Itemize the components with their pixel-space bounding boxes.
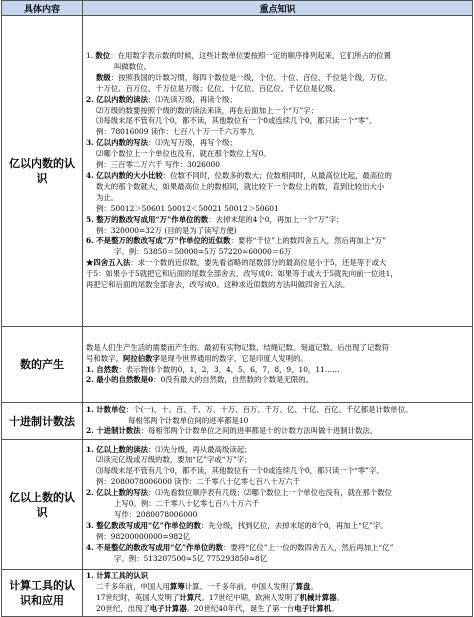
key-term: 计算尺 xyxy=(179,592,202,602)
text-span: 20世纪，出现了 xyxy=(96,603,150,613)
content-line xyxy=(86,215,468,226)
content-line xyxy=(86,247,468,258)
table-row xyxy=(2,570,473,617)
content-line xyxy=(86,554,468,565)
content-line xyxy=(86,95,468,106)
text-span: ⑶每级末尾不管有几个0，都不读，其他数位有一个0或连续几个0，都只读一个“零”。 xyxy=(96,116,377,126)
text-span: ：求一个数的近似数，要先看省略的尾数部分的最高位是小于5，还是等于或大 xyxy=(130,258,387,268)
key-term: 1. 计算工具的认识 xyxy=(86,571,149,580)
text-span: ：位数不同时，位数多的数大；位数相同时，从最高位比起，最高位的 xyxy=(162,171,392,180)
text-span: 于5：如果小于5就把它和后面的尾数全部舍去，改写成0；如果等于或大于5就先向前一位进1， xyxy=(86,269,398,279)
content-line xyxy=(86,499,468,510)
key-term: 4. 不是整亿的数改写成用“亿”作单位的数 xyxy=(86,542,224,552)
text-span: 例：98200000000=982亿 xyxy=(96,531,191,541)
text-span: 再把它和后面的尾数全部舍去，改写成0。这种求近似数的方法叫做四舍五入法。 xyxy=(86,280,350,290)
text-span: ：先分级，找到亿位，去掉末尾的8个0，再加上“亿”字。 xyxy=(200,520,388,530)
text-span: 例：2080078006000 读作：二千零八十亿零七百八十万六千 xyxy=(96,477,300,487)
text-span: 每相邻两个计数单位间的进率都是10 xyxy=(128,415,249,425)
text-span: 例：三百零二万六千 写作：3026000 xyxy=(96,160,220,170)
content-line xyxy=(86,543,468,554)
text-span: 例：78016009 读作：七百八十万一千六万零九 xyxy=(96,127,255,137)
content-line xyxy=(86,426,468,437)
content-line xyxy=(86,193,468,204)
content-line xyxy=(86,226,468,237)
section-billion-within-title: 亿以内数的认识 xyxy=(2,16,83,327)
content-line xyxy=(86,582,468,593)
text-span: 十万位、百万位、千万位是万级；亿位、十亿位、百亿位、千亿位是亿级。 xyxy=(96,83,340,93)
text-span: 。 xyxy=(336,592,344,602)
text-span: ：要将“千位”上的数四舍五入，然后再加上“万” xyxy=(230,236,386,246)
text-span: 上写0。例：二千零八十亿零七百八十万六千 xyxy=(114,499,260,509)
key-term: 电子计算机 xyxy=(294,603,332,613)
key-term: 电子计算器 xyxy=(149,603,187,613)
content-line xyxy=(86,149,468,160)
key-term: 阿拉伯数字 xyxy=(122,353,160,363)
text-span: ：个(一)、十、百、千、万、十万、百万、千万、亿、十亿、百亿、千亿都是计数单位。 xyxy=(125,404,413,414)
content-line xyxy=(86,258,468,269)
key-term: 6. 不是整万的数改写成“万”作单位的近似数 xyxy=(86,236,231,246)
content-line xyxy=(86,375,468,386)
text-span: 号和数字。 xyxy=(86,353,123,363)
key-term: 机械计算器 xyxy=(299,592,337,602)
text-span: ：⑴先读万级，再读个级； xyxy=(148,94,237,104)
text-span: ：要将“亿位”上一位的数四舍五入，然后再加上“亿” xyxy=(223,542,394,552)
content-line xyxy=(86,160,468,171)
text-span: 是现今世界通用的数字，它是印度人发明的。 xyxy=(159,353,308,363)
section-decimal-system-content xyxy=(83,403,473,440)
content-line xyxy=(86,354,468,365)
key-term: 2. 最小的自然数是0 xyxy=(86,375,154,385)
key-term: 3. 亿以内数的写法 xyxy=(86,138,149,148)
content-line xyxy=(86,521,468,532)
header-row xyxy=(2,1,473,16)
key-term: 2. 亿以内数的读法 xyxy=(86,94,149,104)
key-term: 算筹 xyxy=(169,581,185,591)
text-span: ：表示物体个数的0，1，2，3，4，5，6，7，8，9，10，11…… xyxy=(118,364,340,374)
key-term: 1. 计数单位 xyxy=(86,404,126,414)
content-line xyxy=(86,466,468,477)
content-line xyxy=(86,571,468,582)
key-term: 1. 自然数 xyxy=(86,364,119,374)
key-term: 数位 xyxy=(95,51,111,61)
text-span: 为止。 xyxy=(96,192,119,202)
section-billion-above-content xyxy=(83,440,473,570)
key-term: ★四舍五入法 xyxy=(86,258,131,268)
knowledge-table xyxy=(1,0,473,617)
key-term: 1. 亿以上数的读法 xyxy=(86,444,149,454)
text-span: ：在用数字表示数的时候，这些计数单位要按照一定的顺序排列起来，它们所占的位置 xyxy=(110,51,392,61)
text-span: ：⑴先看数位顺序表有几级；⑵哪个数位上一个单位也没有，就在那个数位 xyxy=(148,488,392,498)
text-span: ：⑴先分级，再从最高级读起； xyxy=(148,444,252,454)
text-span: ⑵万级的数要按照个级的数的读法来读，再在后面加上一个“万”字； xyxy=(96,105,318,115)
content-line xyxy=(86,182,468,193)
text-span: 1. xyxy=(86,51,96,61)
text-span: 数是人们生产生活的需要而产生的。最初有实物记数、结绳记数、刻道记数。后出现了记数符 xyxy=(86,342,390,352)
text-span: ：⑴先写万级，再写个级； xyxy=(148,138,237,148)
key-term: 数级 xyxy=(96,72,111,82)
text-span: ：去掉末尾的4个0，再加上一个“万”字； xyxy=(208,214,344,224)
text-span: 二千多年前，中国人用 xyxy=(96,581,170,591)
content-line xyxy=(86,455,468,466)
section-calc-tools-content xyxy=(83,570,473,617)
key-term: 3. 整亿数改写成用“亿”作单位的数 xyxy=(86,520,201,530)
content-line xyxy=(86,138,468,149)
content-line xyxy=(86,604,468,615)
content-line xyxy=(86,488,468,499)
section-billion-within-content xyxy=(83,16,473,327)
key-term: 2. 亿以上数的写法 xyxy=(86,488,149,498)
content-line xyxy=(86,477,468,488)
text-span: ⑵哪个数位上一个单位也没有，就在那个数位上写0。 xyxy=(96,149,271,159)
text-span: ：0没有最大的自然数，自然数的个数是无限的。 xyxy=(153,375,314,385)
text-span: 计算。一千多年前，中国人发明了 xyxy=(184,581,296,591)
key-term: 4. 亿以内数的大小比较 xyxy=(86,171,163,180)
text-span: 例：50012＞50601 50012＜50021 50012＞50601 xyxy=(96,203,279,213)
section-billion-above-title: 亿以上数的认识 xyxy=(2,440,83,570)
key-term: 算盘 xyxy=(295,581,311,591)
content-line xyxy=(86,510,468,521)
text-span: 。 xyxy=(331,603,339,613)
key-term: 5. 整万的数改写成用“万”作单位的数 xyxy=(86,214,209,224)
text-span: ⑶每级末尾不管有几个0，都不读，其他数位有一个0或连续几个0，都只读一个“零”字。 xyxy=(96,466,384,476)
text-span: ：每相邻两个计数单位之间的进率都是十的计数方法叫做十进制计数法。 xyxy=(140,426,378,436)
content-line xyxy=(86,171,468,182)
text-span: 例：320000=32万 (目的是为了读写方便) xyxy=(96,225,237,235)
header-key-points: 重点知识 xyxy=(83,1,473,16)
table-row xyxy=(2,403,473,440)
content-line xyxy=(86,280,468,291)
content-line xyxy=(86,84,468,95)
content-line xyxy=(86,204,468,215)
content-line xyxy=(86,51,468,62)
content-line xyxy=(86,405,468,416)
table-row xyxy=(2,440,473,570)
content-line xyxy=(86,416,468,427)
content-line xyxy=(86,593,468,604)
text-span: ：按照我国的计数习惯，每四个数位是一级，个位、十位、百位、千位是个级，万位、 xyxy=(110,72,392,82)
section-calc-tools-title: 计算工具的认识和应用 xyxy=(2,570,83,617)
content-line xyxy=(86,73,468,84)
content-line xyxy=(86,365,468,376)
content-line xyxy=(86,62,468,73)
content-line xyxy=(86,236,468,247)
text-span: 字。例：513207500≈5亿 775293850≈8亿 xyxy=(114,553,268,563)
text-span: 。 xyxy=(310,581,318,591)
text-span: 字。例：53850＝50000=5万 57220≈60000＝6万 xyxy=(114,247,292,257)
content-line xyxy=(86,343,468,354)
text-span: 。17世纪中期，欧洲人发明了 xyxy=(201,592,300,602)
content-line xyxy=(86,532,468,543)
table-row xyxy=(2,16,473,327)
text-span: ⑵读完亿级或万级的数，要加“亿”字或“万”字； xyxy=(96,455,252,465)
text-span: 17世纪时，英国人发明了 xyxy=(96,592,180,602)
content-line xyxy=(86,445,468,456)
section-number-origin-content xyxy=(83,327,473,403)
content-line xyxy=(86,116,468,127)
section-number-origin-title: 数的产生 xyxy=(2,327,83,403)
header-content-type: 具体内容 xyxy=(2,1,83,16)
text-span: 叫做数位。 xyxy=(114,61,151,71)
content-line xyxy=(86,269,468,280)
content-line xyxy=(86,127,468,138)
text-span: 数大的那个数就大，如果最高位上的数相同，就比较下一个数位上的数，直到比较出大小 xyxy=(96,181,385,191)
text-span: 写作：2080078006000 xyxy=(114,509,198,519)
content-line xyxy=(86,106,468,117)
table-row xyxy=(2,327,473,403)
section-decimal-system-title: 十进制计数法 xyxy=(2,403,83,440)
text-span: 。20世纪40年代，诞生了第一台 xyxy=(186,603,295,613)
key-term: 2. 十进制计数法 xyxy=(86,426,141,436)
